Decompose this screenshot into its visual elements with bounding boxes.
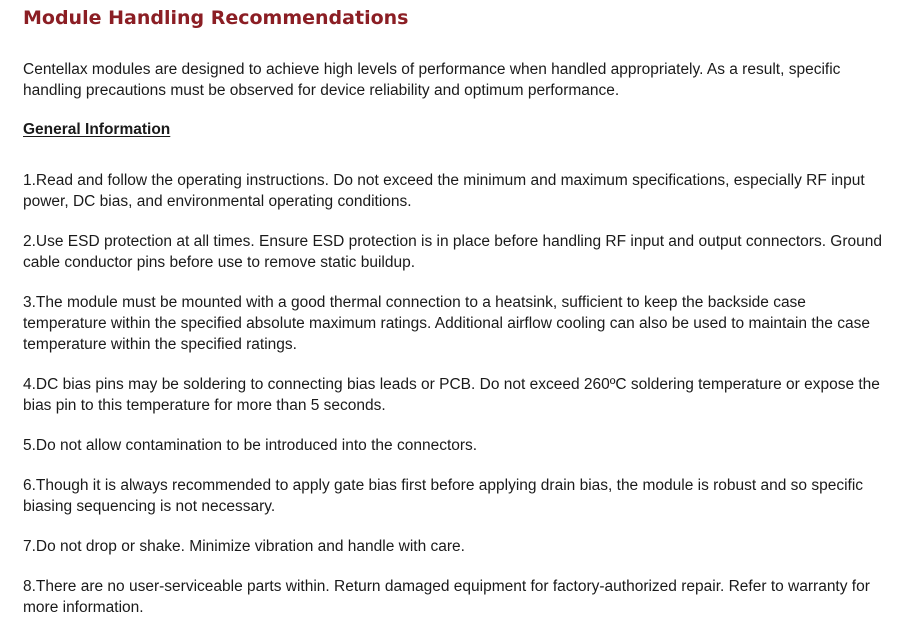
page-title: Module Handling Recommendations: [23, 7, 409, 29]
recommendation-item-8: 8.There are no user-serviceable parts within. Return damaged equipment for factory-authorized repair. Refer to warranty for more information.: [23, 578, 870, 616]
recommendation-item-4: 4.DC bias pins may be soldering to connecting bias leads or PCB. Do not exceed 260ºC soldering temperature or expose the bias pin to this temperature for more than 5 seconds.: [23, 376, 880, 414]
recommendation-item-5: 5.Do not allow contamination to be introduced into the connectors.: [23, 437, 478, 454]
recommendation-item-6: 6.Though it is always recommended to apply gate bias first before applying drain bias, the module is robust and so specific biasing sequencing is not necessary.: [23, 477, 864, 515]
recommendation-item-7: 7.Do not drop or shake. Minimize vibration and handle with care.: [23, 538, 465, 555]
recommendations-list: [23, 170, 883, 618]
recommendation-item-3: 3.The module must be mounted with a good thermal connection to a heatsink, sufficient to keep the backside case temperature within the specified absolute maximum ratings. Additional airflow cooling can also be used to maintain the case temperature within the specified ratings.: [23, 294, 870, 353]
intro-paragraph: Centellax modules are designed to achieve high levels of performance when handled appropriately. As a result, specific handling precautions must be observed for device reliability and optimum performance.: [23, 61, 841, 99]
recommendation-item-2: 2.Use ESD protection at all times. Ensure ESD protection is in place before handling RF input and output connectors. Ground cable conductor pins before use to remove static buildup.: [23, 233, 883, 271]
recommendation-item-1: 1.Read and follow the operating instructions. Do not exceed the minimum and maximum specifications, especially RF input power, DC bias, and environmental operating conditions.: [23, 172, 865, 210]
document-page: [23, 0, 883, 637]
section-heading-general-information: General Information: [23, 121, 171, 138]
